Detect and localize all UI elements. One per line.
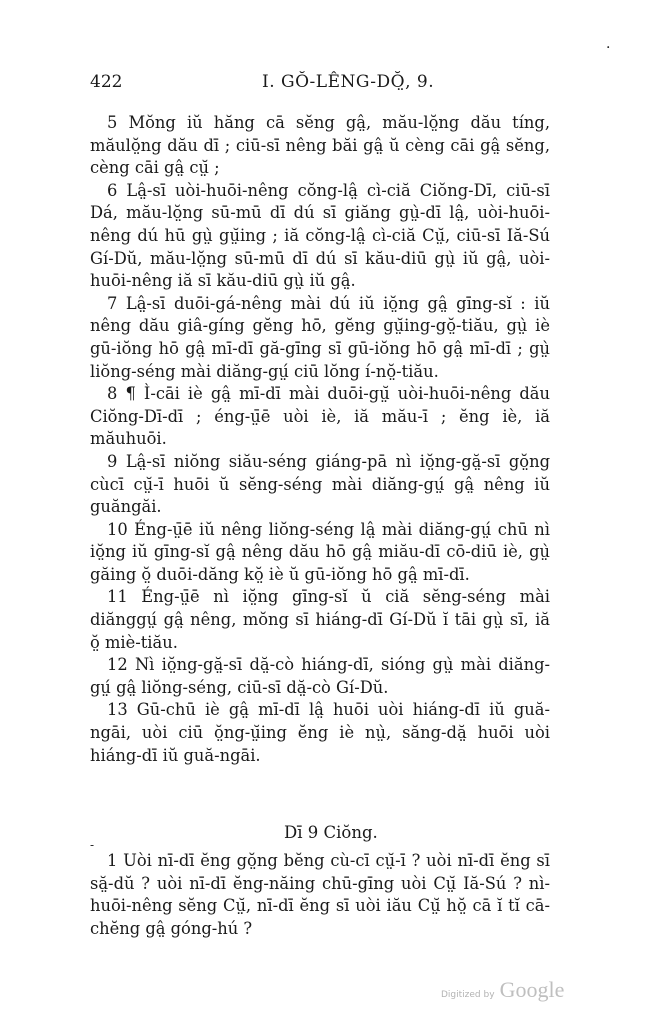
- verse-11: 11 Éng-ṳ̄ē nì iŏ̤ng gīng-sĭ ŭ ciă sĕng-séng mài diănggṳ́ gâ̤ nêng, mŏng sī hiáng-dī Gí-Dŭ ĭ tāi gṳ̀ sī, iă ŏ̤ miè-tiău.: [90, 587, 550, 652]
- speck-mark: ·: [606, 40, 611, 56]
- verse-8: 8 ¶ Ì-cāi iè gâ̤ mī-dī mài duōi-gṳ̆ uòi-huōi-nêng dău Ciŏng-Dī-dī ; éng-ṳ̄ē uòi iè, iă mău-ī ; ĕng iè, iă măuhuōi.: [90, 384, 550, 449]
- verse-13: 13 Gū-chū iè gâ̤ mī-dī lâ̤ huōi uòi hiáng-dī iŭ guă-ngāi, uòi ciū ŏ̤ng-ṳ̆ing ĕng iè nṳ̀, săng-dă̤ huōi uòi hiáng-dī iŭ guă-ngāi.: [90, 700, 550, 765]
- digitized-by-text: Digitized by: [441, 990, 495, 1000]
- verse-list: [90, 112, 550, 767]
- google-logo: Google: [499, 977, 565, 1002]
- page-number: 422: [90, 72, 123, 92]
- verse-6: 6 Lâ̤-sī uòi-huōi-nêng cŏng-lâ̤ cì-ciă Ciŏng-Dī, ciū-sī Dá, mău-lŏ̤ng sū-mū dī dú sī giăng gṳ̀-dī lâ̤, uòi-huōi-nêng dú hū gṳ̀ gṳ̆ing ; iă cŏng-lâ̤ cì-ciă Cṳ̆, ciū-sī Iă-Sú Gí-Dŭ, mău-lŏ̤ng sū-mū dī dú sī kău-diū gṳ̀ iŭ gâ̤, uòi-huōi-nêng iă sī kău-diū gṳ̀ iŭ gâ̤.: [90, 180, 550, 291]
- digitized-watermark: [441, 977, 564, 1003]
- verse-5: 5 Mŏng iŭ hăng cā sĕng gâ̤, mău-lŏ̤ng dău tíng, măulŏ̤ng dău dī ; ciū-sī nêng băi gâ̤ ŭ cèng cāi gâ̤ sĕng, cèng cāi gâ̤ cṳ̆ ;: [90, 113, 550, 178]
- chapter-9-verse-1: 1 Uòi nī-dī ĕng gŏ̤ng bĕng cù-cī cṳ̆-ī ? uòi nī-dī ĕng sī să̤-dŭ ? uòi nī-dī ĕng-năing chū-gīng uòi Cṳ̆ Iă-Sú ? nì-huōi-nêng sĕng Cṳ̆, nī-dī ĕng sī uòi iău Cṳ̆ hŏ̤ cā ĭ tĭ cā-chĕng gâ̤ góng-hú ?: [90, 851, 550, 938]
- chapter-heading: Dī 9 Ciŏng.: [284, 823, 378, 842]
- verse-10: 10 Éng-ṳ̄ē iŭ nêng liŏng-séng lâ̤ mài diăng-gṳ́ chū nì iŏ̤ng iŭ gīng-sĭ gâ̤ nêng dău hō gâ̤ miău-dī cō-diū iè, gṳ̀ găing ŏ̤ duōi-dăng kŏ̤ iè ŭ gū-iŏng hō gâ̤ mī-dī.: [90, 519, 550, 584]
- running-title: I. GŎ-LÊNG-DŎ̤, 9.: [262, 72, 435, 92]
- page-header: [90, 72, 540, 96]
- verse-12: 12 Nì iŏ̤ng-gă̤-sī dă̤-cò hiáng-dī, sióng gṳ̀ mài diăng-gṳ́ gâ̤ liŏng-séng, ciū-sī dă̤-cò Gí-Dŭ.: [90, 655, 550, 697]
- margin-tick: -: [90, 838, 95, 852]
- chapter-9-verses: [90, 850, 550, 940]
- verse-7: 7 Lâ̤-sī duōi-gá-nêng mài dú iŭ iŏ̤ng gâ̤ gīng-sĭ : iŭ nêng dău giâ-gíng gĕng hō, gĕng gṳ̆ing-gŏ̤-tiău, gṳ̀ iè gū-iŏng hō gâ̤ mī-dī gă-gīng sī gū-iŏng hō gâ̤ mī-dī ; gṳ̀ liŏng-séng mài diăng-gṳ́ ciū lŏng í-nŏ̤-tiău.: [90, 293, 550, 381]
- verse-9: 9 Lâ̤-sī niŏng siău-séng giáng-pā nì iŏ̤ng-gă̤-sī gŏ̤ng cùcī cṳ̆-ī huōi ŭ sĕng-séng mài diăng-gṳ́ gâ̤ nêng iŭ guăngăi.: [90, 451, 550, 517]
